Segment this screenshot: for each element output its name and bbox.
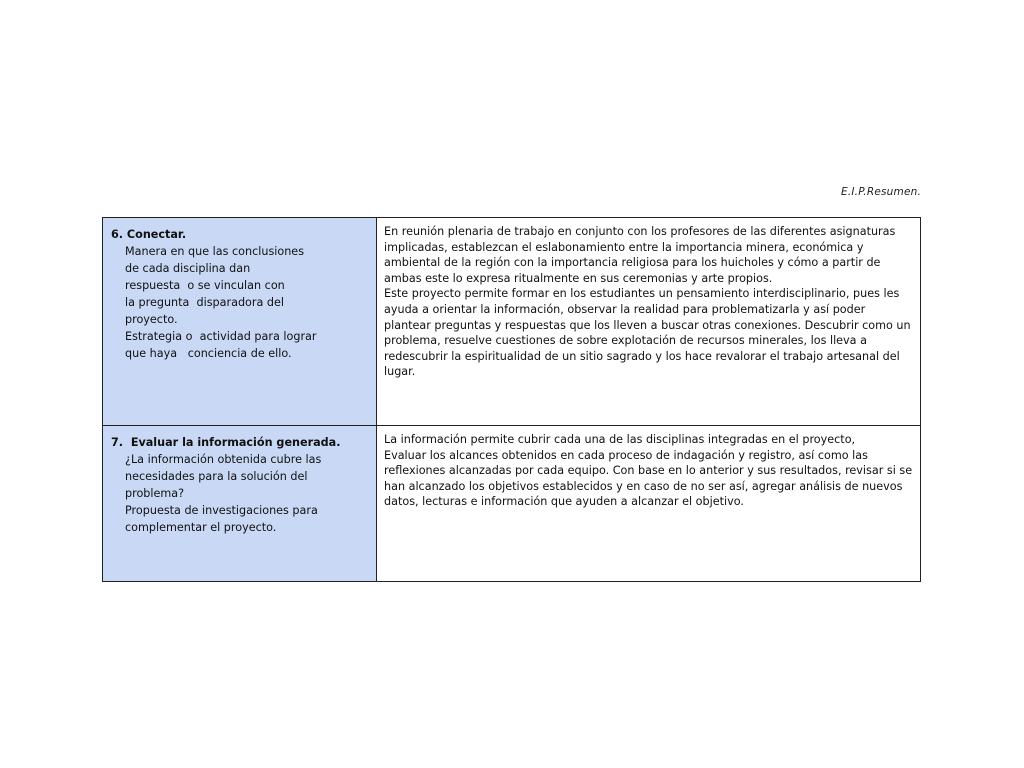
step-description-line: la pregunta disparadora del <box>125 296 284 309</box>
step-description-line: Estrategia o actividad para lograr <box>125 330 317 343</box>
step-description-line: complementar el proyecto. <box>125 521 277 534</box>
step-description-cell <box>103 218 377 426</box>
step-description-line: ¿La información obtenida cubre las <box>125 453 322 466</box>
step-description-line: Propuesta de investigaciones para <box>125 504 318 517</box>
step-description-line: proyecto. <box>125 313 178 326</box>
step-content-cell <box>377 218 921 426</box>
content-paragraph: En reunión plenaria de trabajo en conjunto con los profesores de las diferentes asignaturas implicadas, establezcan el eslabonamiento entre la importancia minera, económica y ambiental de la región con la importancia religiosa para los huicholes y cómo a partir de ambas este lo expresa ritualmente en sus ceremonias y arte propios. <box>384 225 896 285</box>
step-content-cell <box>377 426 921 582</box>
step-title: 7. Evaluar la información generada. <box>111 436 341 449</box>
step-description-line: de cada disciplina dan <box>125 262 251 275</box>
table-row <box>103 426 921 582</box>
step-title: 6. Conectar. <box>111 228 187 241</box>
step-description-line: que haya conciencia de ello. <box>125 347 292 360</box>
content-paragraph: Evaluar los alcances obtenidos en cada proceso de indagación y registro, así como las reflexiones alcanzadas por cada equipo. Con base en lo anterior y sus resultados, revisar si se han alcanzado los objetivos establecidos y en caso de no ser así, agregar análisis de nuevos datos, lecturas e información que ayuden a alcanzar el objetivo. <box>384 448 913 509</box>
table-row <box>103 218 921 426</box>
project-table <box>102 217 921 582</box>
content-paragraph: Este proyecto permite formar en los estudiantes un pensamiento interdisciplinario, pues les ayuda a orientar la información, observar la realidad para problematizarla y así poder plantear preguntas y respuestas que los lleven a buscar otras conexiones. Descubrir como un problema, resuelve cuestiones de sobre explotación de recursos minerales, los lleva a redescubrir la espiritualidad de un sitio sagrado y los hace revalorar el trabajo artesanal del lugar. <box>384 287 911 379</box>
content-paragraph: La información permite cubrir cada una de las disciplinas integradas en el proyecto, <box>384 433 856 446</box>
step-description-line: problema? <box>125 487 185 500</box>
document-header-note: E.I.P.Resumen. <box>841 186 921 198</box>
step-description-cell <box>103 426 377 582</box>
step-description-line: respuesta o se vinculan con <box>125 279 285 292</box>
step-description-line: necesidades para la solución del <box>125 470 308 483</box>
step-description-line: Manera en que las conclusiones <box>125 245 305 258</box>
